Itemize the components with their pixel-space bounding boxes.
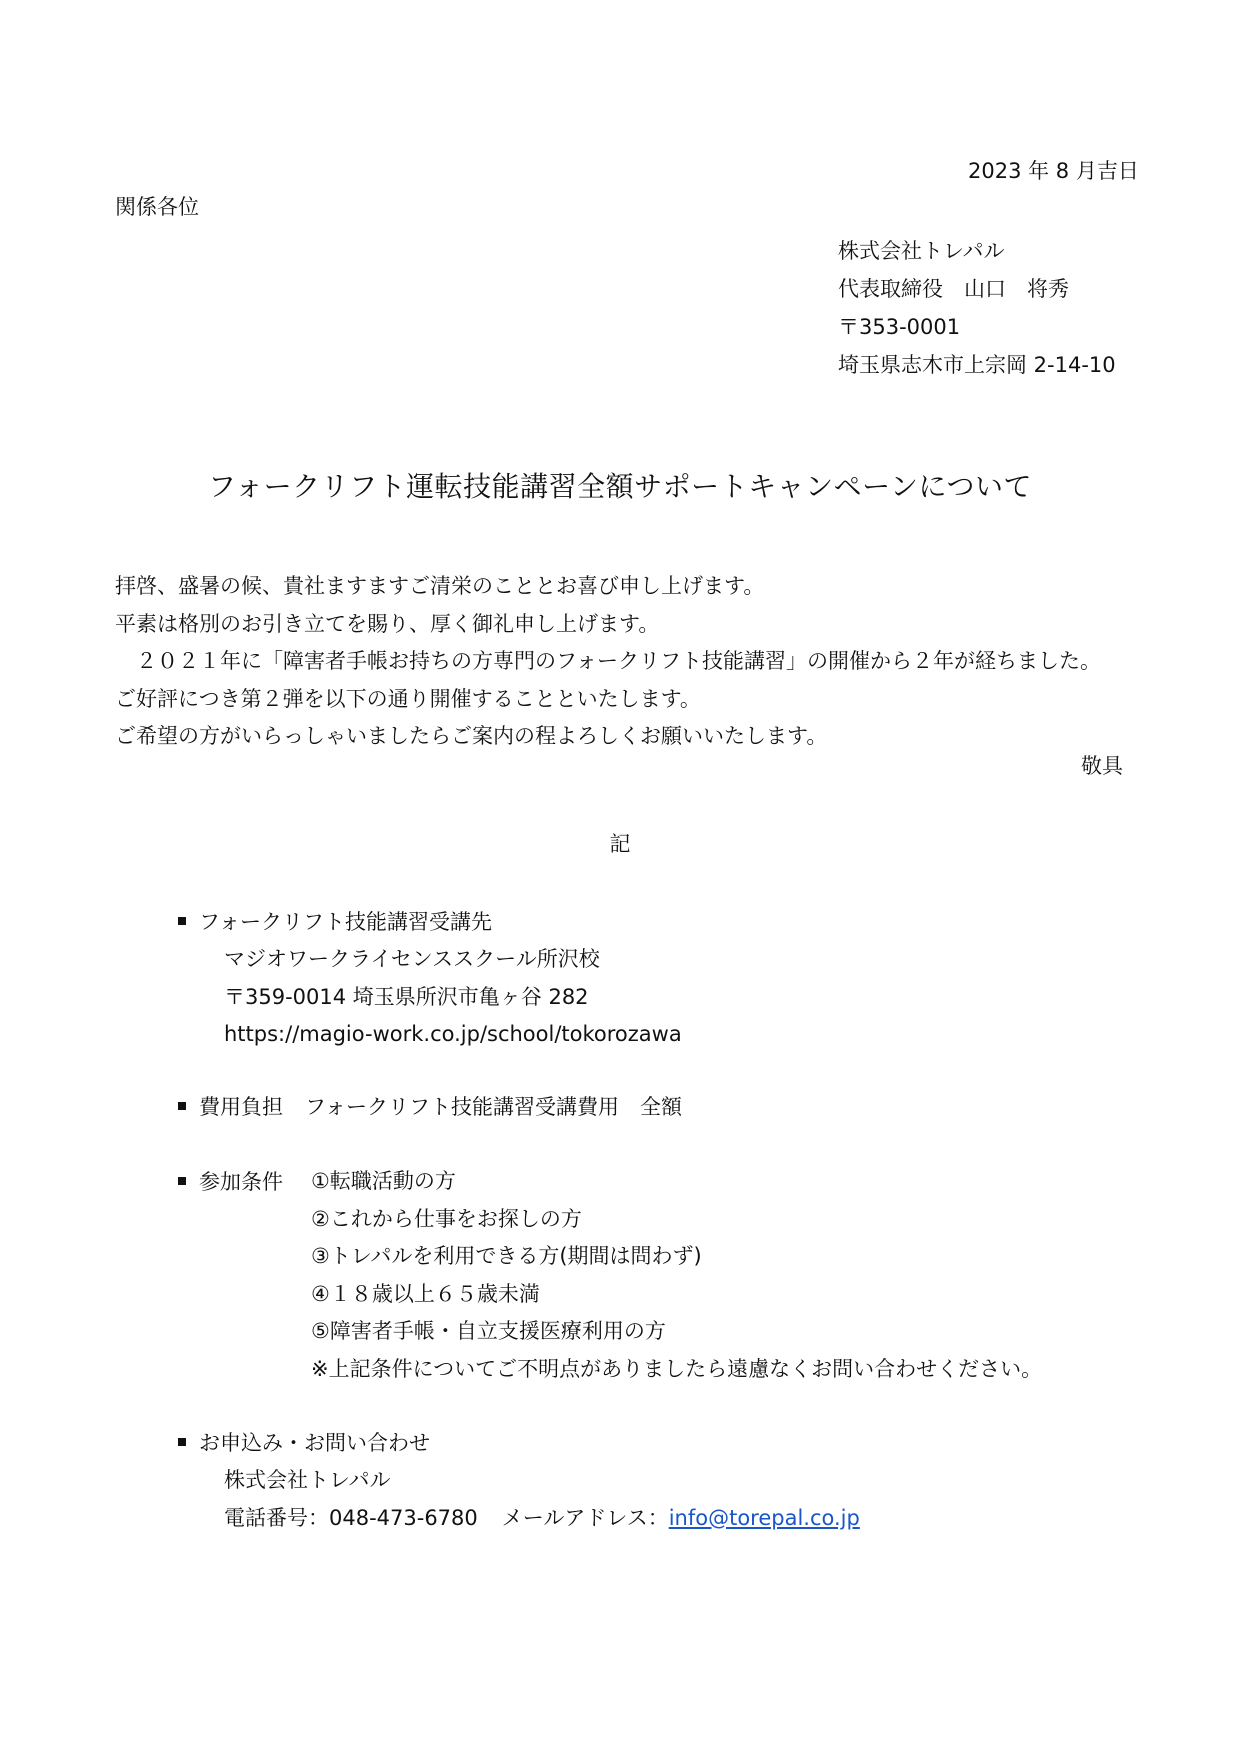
square-bullet-icon bbox=[178, 1177, 186, 1185]
condition-item: ②これから仕事をお探しの方 bbox=[311, 1206, 582, 1231]
section-cost bbox=[178, 1088, 682, 1126]
section-heading: 参加条件 bbox=[199, 1170, 283, 1194]
conditions-list bbox=[311, 1163, 1042, 1388]
letter-body bbox=[115, 568, 1101, 756]
document-title: フォークリフト運転技能講習全額サポートキャンペーンについて bbox=[208, 470, 1032, 503]
square-bullet-icon bbox=[178, 1438, 186, 1446]
cost-detail: フォークリフト技能講習受講費用 全額 bbox=[305, 1095, 682, 1119]
closing-word: 敬具 bbox=[1081, 754, 1123, 778]
contact-line bbox=[224, 1500, 860, 1538]
venue-url: https://magio-work.co.jp/school/tokorozawa bbox=[224, 1022, 682, 1046]
square-bullet-icon bbox=[178, 917, 186, 925]
email-link[interactable]: info@torepal.co.jp bbox=[668, 1505, 860, 1530]
sender-company: 株式会社トレパル bbox=[838, 239, 1005, 263]
body-line: ご好評につき第２弾を以下の通り開催することといたします。 bbox=[115, 686, 701, 711]
body-line: 拝啓、盛暑の候、貴社ますますご清栄のこととお喜び申し上げます。 bbox=[115, 574, 765, 598]
contact-company: 株式会社トレパル bbox=[224, 1468, 391, 1492]
body-line: ご希望の方がいらっしゃいましたらご案内の程よろしくお願いいたします。 bbox=[115, 724, 828, 748]
section-contact bbox=[178, 1424, 860, 1537]
contact-phone: 電話番号：048-473-6780 bbox=[224, 1505, 478, 1530]
email-label: メールアドレス： bbox=[501, 1505, 669, 1530]
body-line: ２０２１年に「障害者手帳お持ちの方専門のフォークリフト技能講習」の開催から２年が経ちました。 bbox=[115, 649, 1101, 673]
condition-note: ※上記条件についてご不明点がありましたら遠慮なくお問い合わせください。 bbox=[311, 1356, 1043, 1381]
ki-marker: 記 bbox=[609, 832, 631, 856]
condition-item: ③トレパルを利用できる方(期間は問わず) bbox=[311, 1244, 702, 1268]
condition-item: ④１８歳以上６５歳未満 bbox=[311, 1281, 540, 1306]
condition-item: ①転職活動の方 bbox=[311, 1169, 456, 1193]
section-heading: 費用負担 bbox=[199, 1095, 283, 1119]
sender-postal-code: 〒353-0001 bbox=[838, 315, 961, 339]
venue-name: マジオワークライセンススクール所沢校 bbox=[224, 947, 600, 971]
addressee: 関係各位 bbox=[115, 195, 199, 219]
section-heading: お申込み・お問い合わせ bbox=[199, 1431, 430, 1455]
sender-address: 埼玉県志木市上宗岡 2-14-10 bbox=[838, 353, 1116, 377]
document-date: 2023 年 8 月吉日 bbox=[968, 159, 1139, 183]
square-bullet-icon bbox=[178, 1102, 186, 1110]
sender-block bbox=[838, 232, 1116, 384]
condition-item: ⑤障害者手帳・自立支援医療利用の方 bbox=[311, 1319, 666, 1343]
section-venue bbox=[178, 903, 682, 1054]
section-heading: フォークリフト技能講習受講先 bbox=[199, 910, 492, 934]
section-conditions bbox=[178, 1163, 283, 1201]
sender-representative: 代表取締役 山口 将秀 bbox=[838, 277, 1069, 301]
venue-address: 〒359-0014 埼玉県所沢市亀ヶ谷 282 bbox=[224, 984, 589, 1009]
body-line: 平素は格別のお引き立てを賜り、厚く御礼申し上げます。 bbox=[115, 611, 660, 636]
